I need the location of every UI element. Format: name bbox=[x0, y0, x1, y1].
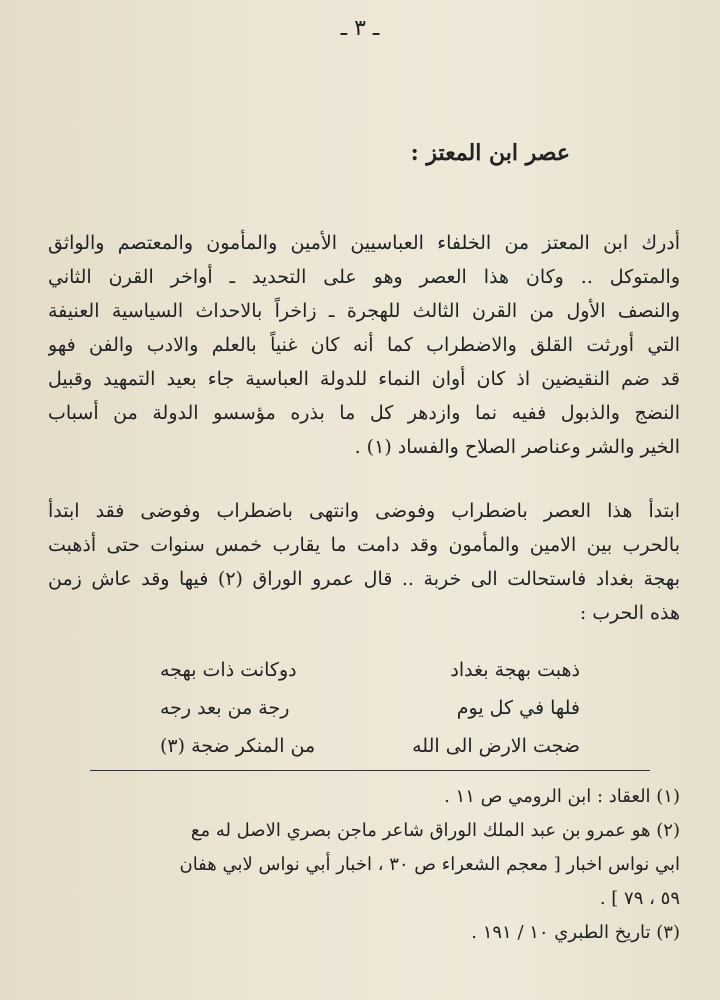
text-line: هذه الحرب : bbox=[579, 602, 680, 624]
footnotes bbox=[48, 780, 680, 950]
paragraph-2 bbox=[48, 494, 680, 630]
text-line: والنصف الأول من القرن الثالث للهجرة ـ زاخراً بالاحداث السياسية العنيفة bbox=[48, 300, 680, 322]
text-line: بهجة بغداد فاستحالت الى خربة .. قال عمرو الوراق (٢) فيها وقد عاش زمن bbox=[48, 568, 680, 590]
footnote-divider bbox=[90, 770, 650, 771]
verse-second-hemistich: دوكانت ذات بهجه bbox=[160, 659, 297, 681]
page-number: ـ ٣ ـ bbox=[340, 16, 380, 41]
paragraph-1 bbox=[48, 226, 680, 464]
footnote-line: ٥٩ ، ٧٩ ] . bbox=[599, 888, 680, 909]
verse-line bbox=[160, 651, 580, 689]
text-line: بالحرب بين الامين والمأمون وقد دامت ما يقارب خمس سنوات حتى أذهبت bbox=[48, 534, 680, 556]
footnote-line: (٣) تاريخ الطبري ١٠ / ١٩١ . bbox=[471, 922, 680, 943]
text-line: النضج والذبول ففيه نما وازدهر كل ما بذره مؤسسو الدولة من أسباب bbox=[48, 402, 680, 424]
text-line: الخير والشر وعناصر الصلاح والفساد (١) . bbox=[354, 436, 680, 458]
verse-line bbox=[160, 727, 580, 765]
verse-first-hemistich: فلها في كل يوم bbox=[456, 697, 580, 719]
text-line: قد ضم النقيضين اذ كان أوان النماء للدولة العباسية جاء بعيد التمهيد وقبيل bbox=[48, 368, 680, 390]
section-heading: عصر ابن المعتز : bbox=[410, 140, 570, 166]
verse-second-hemistich: رجة من بعد رجه bbox=[160, 697, 290, 719]
text-line: أدرك ابن المعتز من الخلفاء العباسيين الأمين والمأمون والمعتصم والواثق bbox=[48, 232, 680, 254]
footnote-line: ابي نواس اخبار [ معجم الشعراء ص ٣٠ ، اخبار أبي نواس لابي هفان bbox=[179, 854, 680, 875]
verse-line bbox=[160, 689, 580, 727]
verse-first-hemistich: ذهبت بهجة بغداد bbox=[450, 659, 580, 681]
text-line: ابتدأ هذا العصر باضطراب وفوضى وانتهى باضطراب وفوضى فقد ابتدأ bbox=[48, 500, 680, 522]
poem-verses bbox=[160, 651, 580, 765]
verse-second-hemistich: من المنكر ضجة (٣) bbox=[160, 735, 316, 757]
footnote-line: (١) العقاد : ابن الرومي ص ١١ . bbox=[444, 786, 680, 807]
footnote-line: (٢) هو عمرو بن عبد الملك الوراق شاعر ماجن بصري الاصل له مع bbox=[190, 820, 680, 841]
verse-first-hemistich: ضجت الارض الى الله bbox=[412, 735, 580, 757]
text-line: والمتوكل .. وكان هذا العصر وهو على التحديد ـ أواخر القرن الثاني bbox=[48, 266, 680, 288]
text-line: التي أورثت القلق والاضطراب كما أنه كان غنياً بالعلم والادب والفن فهو bbox=[48, 334, 680, 356]
